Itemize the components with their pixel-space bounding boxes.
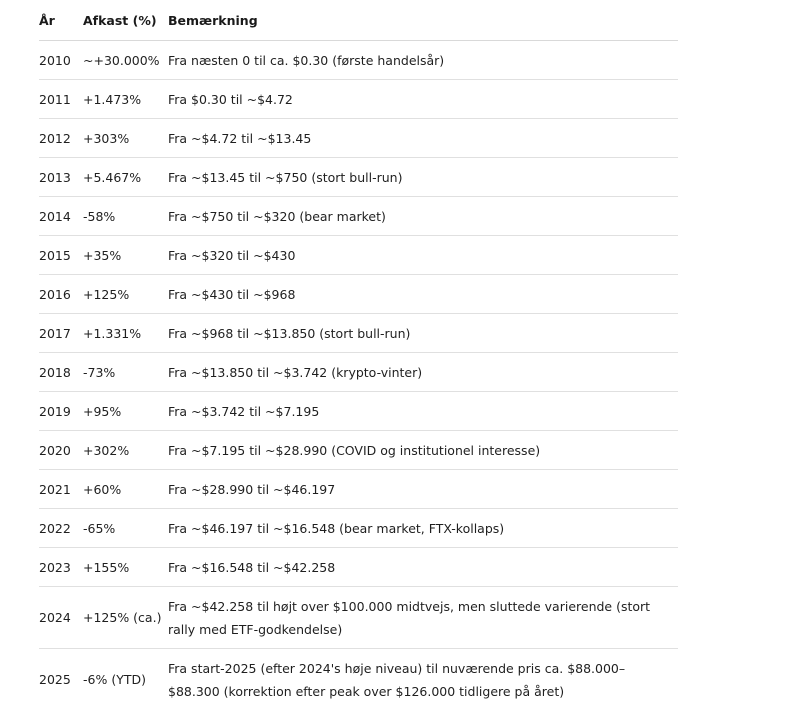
cell-return: +303% — [83, 119, 168, 158]
cell-return: +1.473% — [83, 80, 168, 119]
cell-year: 2021 — [39, 470, 83, 509]
cell-return: +1.331% — [83, 314, 168, 353]
cell-year: 2022 — [39, 509, 83, 548]
cell-note: Fra ~$28.990 til ~$46.197 — [168, 470, 678, 509]
cell-note: Fra ~$968 til ~$13.850 (stort bull-run) — [168, 314, 678, 353]
cell-return: +60% — [83, 470, 168, 509]
cell-note: Fra ~$320 til ~$430 — [168, 236, 678, 275]
cell-year: 2016 — [39, 275, 83, 314]
table-row — [39, 392, 678, 431]
cell-return: +155% — [83, 548, 168, 587]
returns-table — [39, 0, 678, 710]
cell-note: Fra ~$42.258 til højt over $100.000 midtvejs, men sluttede varierende (stort rally med ETF-godkendelse) — [168, 587, 678, 649]
table-row — [39, 41, 678, 80]
cell-note: Fra ~$430 til ~$968 — [168, 275, 678, 314]
table-row — [39, 236, 678, 275]
cell-year: 2011 — [39, 80, 83, 119]
cell-year: 2025 — [39, 672, 71, 687]
table-row — [39, 353, 678, 392]
header-note: Bemærkning — [168, 0, 678, 41]
table-row — [39, 158, 678, 197]
cell-return: +95% — [83, 392, 168, 431]
cell-year: 2019 — [39, 392, 83, 431]
cell-return: ~+30.000% — [83, 41, 168, 80]
cell-note: Fra ~$13.45 til ~$750 (stort bull-run) — [168, 158, 678, 197]
cell-year: 2024 — [39, 587, 83, 649]
cell-year: 2017 — [39, 314, 83, 353]
table-row — [39, 649, 678, 711]
table-row — [39, 275, 678, 314]
cell-note: Fra ~$7.195 til ~$28.990 (COVID og institutionel interesse) — [168, 431, 678, 470]
table-row — [39, 314, 678, 353]
cell-return: -65% — [83, 509, 168, 548]
table-row — [39, 431, 678, 470]
header-year: År — [39, 0, 83, 41]
cell-return: +125% — [83, 275, 168, 314]
cell-year: 2015 — [39, 236, 83, 275]
cell-year: 2013 — [39, 158, 83, 197]
cell-note: Fra ~$3.742 til ~$7.195 — [168, 392, 678, 431]
cell-year: 2020 — [39, 431, 83, 470]
table-row — [39, 509, 678, 548]
cell-note: Fra ~$16.548 til ~$42.258 — [168, 548, 678, 587]
cell-return: -58% — [83, 197, 168, 236]
cell-note: Fra ~$13.850 til ~$3.742 (krypto-vinter) — [168, 353, 678, 392]
cell-return: -6% (YTD) — [83, 672, 146, 687]
cell-year: 2014 — [39, 197, 83, 236]
table-row — [39, 587, 678, 649]
cell-note: Fra start-2025 (efter 2024's høje niveau) til nuværende pris ca. $88.000–$88.300 (korrektion efter peak over $126.000 tidligere på året) — [168, 660, 626, 699]
table-row — [39, 197, 678, 236]
cell-return: +302% — [83, 431, 168, 470]
cell-return: +35% — [83, 236, 168, 275]
header-return: Afkast (%) — [83, 0, 168, 41]
cell-year: 2012 — [39, 119, 83, 158]
cell-note: Fra ~$4.72 til ~$13.45 — [168, 119, 678, 158]
cell-note: Fra næsten 0 til ca. $0.30 (første handelsår) — [168, 41, 678, 80]
cell-return: +5.467% — [83, 158, 168, 197]
cell-year: 2018 — [39, 353, 83, 392]
table-row — [39, 80, 678, 119]
table-row — [39, 119, 678, 158]
cell-return: -73% — [83, 353, 168, 392]
table-header — [39, 0, 678, 41]
table-row — [39, 548, 678, 587]
cell-year: 2023 — [39, 548, 83, 587]
table-body — [39, 41, 678, 711]
cell-note: Fra $0.30 til ~$4.72 — [168, 80, 678, 119]
cell-return: +125% (ca.) — [83, 587, 168, 649]
cell-note: Fra ~$750 til ~$320 (bear market) — [168, 197, 678, 236]
table-row — [39, 470, 678, 509]
header-row — [39, 0, 678, 41]
cell-year: 2010 — [39, 41, 83, 80]
cell-note: Fra ~$46.197 til ~$16.548 (bear market, FTX-kollaps) — [168, 509, 678, 548]
